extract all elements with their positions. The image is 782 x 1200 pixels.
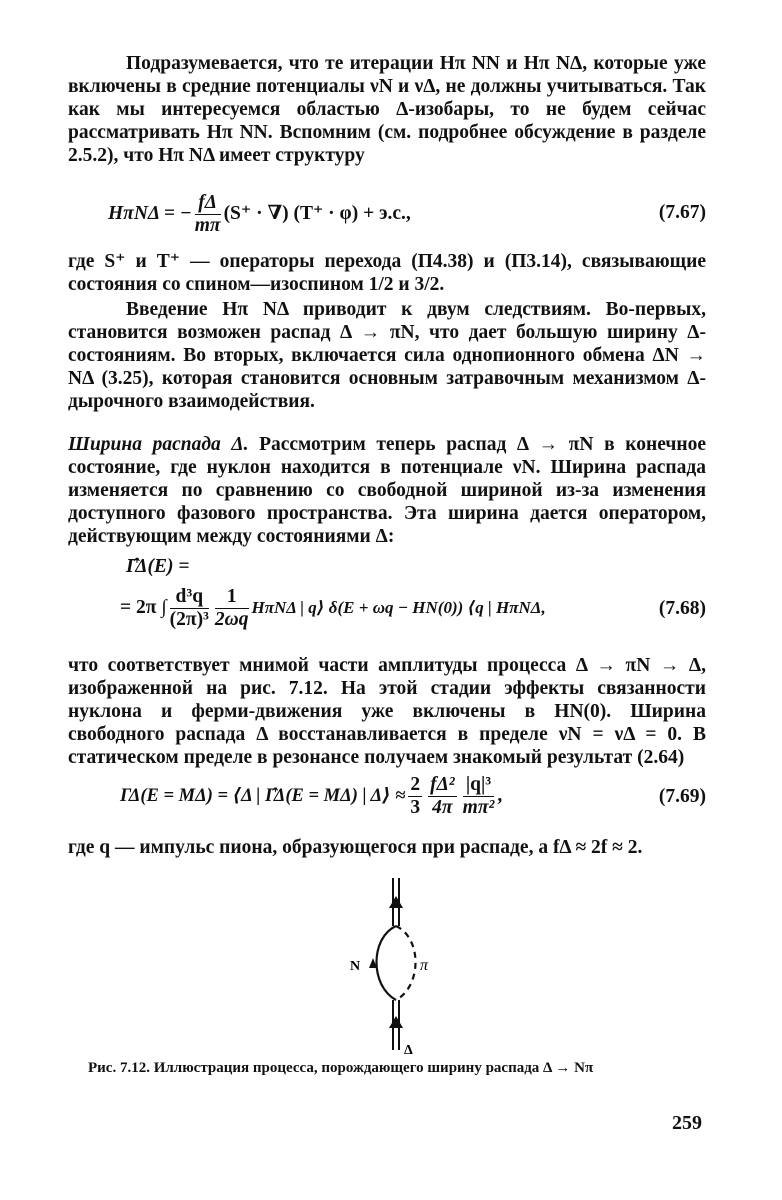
equation-7-69: ΓΔ(E = MΔ) = ⟨Δ | Γ̂Δ(E = MΔ) | Δ⟩ ≈ $\frac{2}{3}$ $\frac{\text{fΔ²}}{4\pi}$ $\frac{\text{|q|³}}{\text{mπ²}}$ , (7.69) (120, 774, 706, 818)
eq69-fraction-1: $\frac{2}{3}$ (410, 774, 421, 818)
paragraph-decay-width: Ширина распада Δ. Рассмотрим теперь распад Δ → πN в конечное состояние, где нуклон находится в потенциале νN. Ширина распада изменяется по сравнению со свободной шириной из-за изменения доступного фазового пространства. Эта ширина дается оператором, действующим между состояниями Δ: (68, 434, 707, 547)
label-pi: π (420, 957, 429, 974)
eq68-integral: = 2π ∫ (120, 596, 167, 618)
eq68-number: (7.68) (658, 598, 706, 619)
equation-7-68-line1: Γ̂Δ(E) = (126, 556, 190, 577)
pion-propagator (396, 926, 416, 1000)
eq68-fraction-1: $\frac{\text{d³q}}{\text{(2π)³}}$ (169, 586, 209, 630)
nucleon-propagator (377, 926, 397, 1000)
paragraph-pion-momentum: где q — импульс пиона, образующегося при распаде, а fΔ ≈ 2f ≈ 2. (68, 837, 643, 858)
section-runin-heading: Ширина распада Δ. (68, 434, 249, 455)
eq68-rhs: HπNΔ | q⟩ δ(E + ωq − HN(0)) ⟨q | HπNΔ, (251, 597, 546, 617)
eq67-number: (7.67) (658, 202, 706, 223)
eq67-rhs: (S⁺ · ∇) (T⁺ · φ) + э.с., (223, 202, 411, 224)
figure-caption: Рис. 7.12. Иллюстрация процесса, порождающего ширину распада Δ → Nπ (88, 1060, 594, 1076)
incoming-delta-arrow (389, 896, 403, 908)
feynman-diagram-figure (340, 878, 460, 1058)
paragraph-imaginary-part: что соответствует мнимой части амплитуды процесса Δ → πN → Δ, изображенной на рис. 7.12. На этой стадии эффекты связанности нуклона и ферми-движения уже включены в HN(0). Ширина свободного распада Δ восстанавливается в пределе νN = νΔ = 0. В статическом пределе в резонансе получаем знакомый результат (2.64) (68, 655, 706, 768)
eq69-fraction-2: $\frac{\text{fΔ²}}{4\pi}$ (430, 774, 455, 818)
paragraph-operators: где S⁺ и T⁺ — операторы перехода (П4.38) и (П3.14), связывающие состояния со спином—изоспином 1/2 и 3/2. (68, 251, 706, 295)
eq69-number: (7.69) (658, 786, 706, 807)
eq67-fraction: $\frac{f\Delta}{m\pi}$ (194, 192, 221, 236)
label-delta: Δ (404, 1043, 413, 1058)
equation-7-67 (68, 192, 706, 236)
eq69-lhs: ΓΔ(E = MΔ) = ⟨Δ | Γ̂Δ(E = MΔ) | Δ⟩ ≈ (120, 785, 406, 806)
paragraph-iterations: Подразумевается, что те итерации Hπ NN и Hπ NΔ, которые уже включены в средние потенциалы νN и νΔ, не должны учитываться. Так как мы интересуемся областью Δ-изобары, то не будем сейчас рассматривать Hπ NN. Вспомним (см. подробнее обсуждение в разделе 2.5.2), что Hπ NΔ имеет структуру (68, 53, 706, 166)
equation-7-68 (68, 586, 706, 640)
eq68-fraction-2: $\frac{1}{2\omega q}$ (214, 586, 249, 630)
eq69-fraction-3: $\frac{\text{|q|³}}{\text{mπ²}}$ (462, 774, 495, 818)
delta-decay-loop-diagram (340, 878, 460, 1058)
paragraph-consequences: Введение Hπ NΔ приводит к двум следствиям. Во-первых, становится возможен распад Δ → πN, что дает большую ширину Δ-состояниям. Во вторых, включается сила однопионного обмена ΔN → NΔ (3.25), которая становится основным затравочным механизмом Δ-дырочного взаимодействия. (68, 299, 706, 412)
page-number: 259 (672, 1112, 702, 1134)
outgoing-delta-arrow (389, 1016, 403, 1028)
eq67-lhs: HπNΔ = − (108, 202, 192, 224)
label-n: N (350, 959, 361, 974)
